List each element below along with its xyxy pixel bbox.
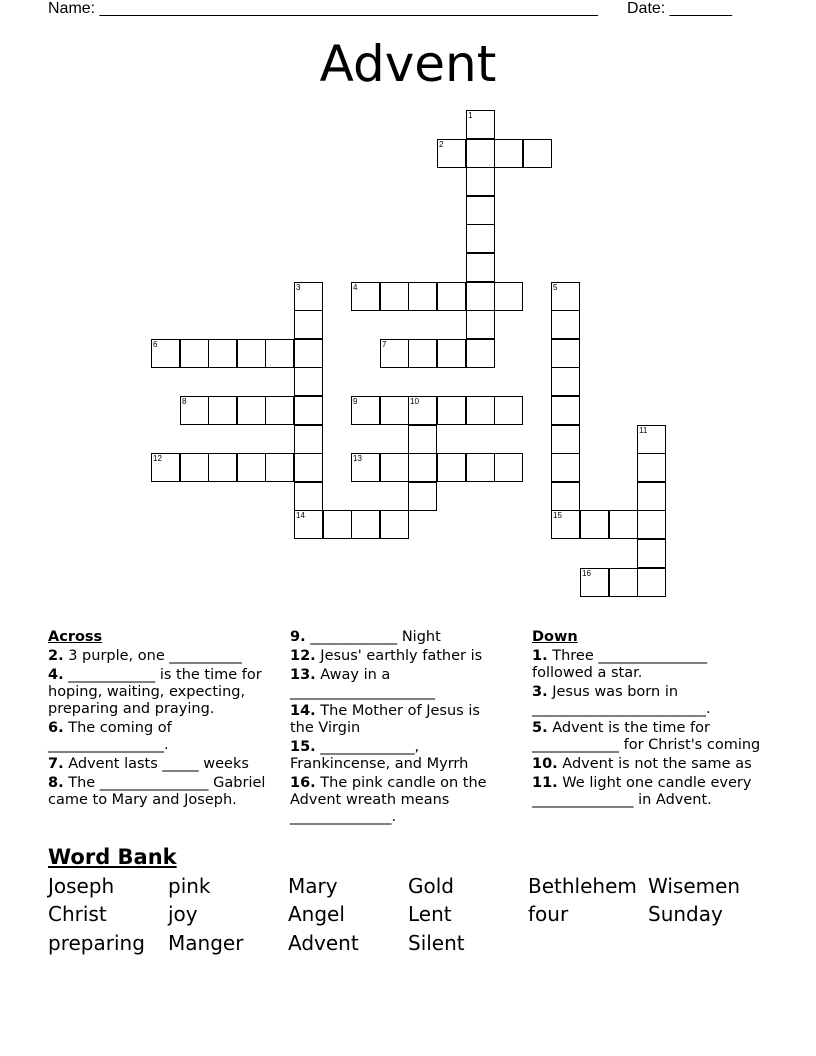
crossword-cell[interactable] [180,453,209,482]
crossword-cell[interactable] [466,224,495,253]
crossword-cell[interactable] [437,139,466,168]
across-heading: Across [48,629,103,645]
word-bank-word: pink [168,874,211,898]
crossword-cell[interactable] [323,510,352,539]
crossword-cell[interactable] [609,510,638,539]
crossword-cell[interactable] [294,396,323,425]
date-label: Date: [627,0,666,17]
crossword-cell[interactable] [351,396,380,425]
word-bank-word: Sunday [648,902,723,926]
crossword-cell[interactable] [351,453,380,482]
across-clues-col1 [48,629,283,811]
clue-number: 5 [553,283,558,292]
clue-number: 6 [153,340,158,349]
crossword-cell[interactable] [351,510,380,539]
crossword-cell[interactable] [466,396,495,425]
name-label: Name: [48,0,96,17]
crossword-cell[interactable] [551,367,580,396]
crossword-cell[interactable] [494,453,523,482]
word-bank-word: joy [168,902,198,926]
clue-across-16: 16. The pink candle on the Advent wreath means ______________. [290,775,487,825]
down-heading: Down [532,629,578,645]
crossword-cell[interactable] [580,510,609,539]
clue-number: 13 [353,454,362,463]
clue-across-6: 6. The coming of ________________. [48,720,172,753]
crossword-cell[interactable] [551,453,580,482]
crossword-cell[interactable] [380,453,409,482]
clue-number: 12 [153,454,162,463]
crossword-cell[interactable] [294,453,323,482]
crossword-cell[interactable] [523,139,552,168]
word-bank-word: Gold [408,874,454,898]
clue-number: 7 [382,340,387,349]
clue-down-5: 5. Advent is the time for ____________ for Christ's coming [532,720,761,753]
clue-number: 2 [439,140,444,149]
crossword-cell[interactable] [637,425,666,454]
crossword-cell[interactable] [637,568,666,597]
crossword-cell[interactable] [551,339,580,368]
across-clues-col2 [290,629,505,828]
clue-across-2: 2. 3 purple, one __________ [48,648,242,664]
crossword-cell[interactable] [551,425,580,454]
crossword-cell[interactable] [551,396,580,425]
word-bank-word: Lent [408,902,452,926]
crossword-cell[interactable] [637,453,666,482]
crossword-cell[interactable] [551,282,580,311]
clue-down-3: 3. Jesus was born in ________________________. [532,684,711,717]
clue-number: 10 [410,397,419,406]
word-bank-word: preparing [48,931,145,955]
clue-across-9: 9. ____________ Night [290,629,441,645]
crossword-cell[interactable] [408,282,437,311]
crossword-cell[interactable] [466,453,495,482]
crossword-cell[interactable] [580,568,609,597]
crossword-cell[interactable] [466,339,495,368]
crossword-cell[interactable] [437,339,466,368]
crossword-cell[interactable] [265,396,294,425]
clue-down-11: 11. We light one candle every ______________ in Advent. [532,775,752,808]
crossword-cell[interactable] [466,196,495,225]
clue-number: 15 [553,511,562,520]
crossword-cell[interactable] [151,453,180,482]
crossword-cell[interactable] [408,396,437,425]
clue-across-12: 12. Jesus' earthly father is [290,648,483,664]
crossword-cell[interactable] [294,339,323,368]
crossword-cell[interactable] [494,282,523,311]
clue-number: 14 [296,511,305,520]
crossword-cell[interactable] [494,396,523,425]
down-clues [532,629,772,811]
crossword-cell[interactable] [408,425,437,454]
word-bank-word: Joseph [48,874,115,898]
crossword-cell[interactable] [208,396,237,425]
crossword-cell[interactable] [380,339,409,368]
clue-down-10: 10. Advent is not the same as [532,756,752,772]
date-blank: _______ [669,0,732,17]
clue-across-15: 15. _____________, Frankincense, and Myrrh [290,739,469,772]
clue-across-4: 4. ____________ is the time for hoping, waiting, expecting, preparing and praying. [48,667,262,717]
clue-number: 4 [353,283,358,292]
crossword-cell[interactable] [466,310,495,339]
crossword-cell[interactable] [265,339,294,368]
crossword-cell[interactable] [637,539,666,568]
clue-across-7: 7. Advent lasts _____ weeks [48,756,249,772]
crossword-cell[interactable] [551,310,580,339]
crossword-cell[interactable] [466,282,495,311]
word-bank-word: Wisemen [648,874,741,898]
crossword-cell[interactable] [437,282,466,311]
crossword-cell[interactable] [351,282,380,311]
clue-down-1: 1. Three _______________ followed a star. [532,648,708,681]
crossword-cell[interactable] [408,453,437,482]
word-bank-word: Christ [48,902,107,926]
crossword-cell[interactable] [237,339,266,368]
crossword-cell[interactable] [466,253,495,282]
name-blank: ________________________________________________________ [99,0,598,17]
crossword-cell[interactable] [294,510,323,539]
crossword-cell[interactable] [408,339,437,368]
clue-number: 3 [296,283,301,292]
crossword-cell[interactable] [180,396,209,425]
crossword-cell[interactable] [437,396,466,425]
crossword-cell[interactable] [294,282,323,311]
clue-across-8: 8. The _______________ Gabriel came to Mary and Joseph. [48,775,266,808]
crossword-cell[interactable] [466,110,495,139]
clue-number: 9 [353,397,358,406]
word-bank-word: Silent [408,931,465,955]
page-title: Advent [319,35,497,93]
clue-number: 8 [182,397,187,406]
crossword-cell[interactable] [551,510,580,539]
clue-across-13: 13. Away in a ____________________ [290,667,435,700]
crossword-cell[interactable] [637,510,666,539]
word-bank-word: Angel [288,902,345,926]
crossword-cell[interactable] [180,339,209,368]
crossword-cell[interactable] [437,453,466,482]
crossword-cell[interactable] [237,453,266,482]
word-bank-word: Advent [288,931,359,955]
word-bank-word: Bethlehem [528,874,637,898]
crossword-cell[interactable] [466,139,495,168]
clue-number: 1 [468,111,473,120]
crossword-cell[interactable] [208,453,237,482]
crossword-cell[interactable] [637,482,666,511]
word-bank-word: Manger [168,931,244,955]
crossword-cell[interactable] [380,396,409,425]
crossword-cell[interactable] [494,139,523,168]
crossword-cell[interactable] [380,282,409,311]
crossword-cell[interactable] [151,339,180,368]
crossword-cell[interactable] [294,425,323,454]
clue-across-14: 14. The Mother of Jesus is the Virgin [290,703,480,736]
crossword-cell[interactable] [294,310,323,339]
crossword-cell[interactable] [466,167,495,196]
crossword-cell[interactable] [408,482,437,511]
word-bank-word: four [528,902,569,926]
crossword-cell[interactable] [237,396,266,425]
crossword-cell[interactable] [265,453,294,482]
crossword-cell[interactable] [551,482,580,511]
word-bank-word: Mary [288,874,338,898]
crossword-cell[interactable] [208,339,237,368]
crossword-cell[interactable] [609,568,638,597]
crossword-cell[interactable] [294,482,323,511]
word-bank-title: Word Bank [48,845,177,869]
crossword-cell[interactable] [380,510,409,539]
clue-number: 11 [639,426,648,435]
crossword-cell[interactable] [294,367,323,396]
clue-number: 16 [582,569,591,578]
